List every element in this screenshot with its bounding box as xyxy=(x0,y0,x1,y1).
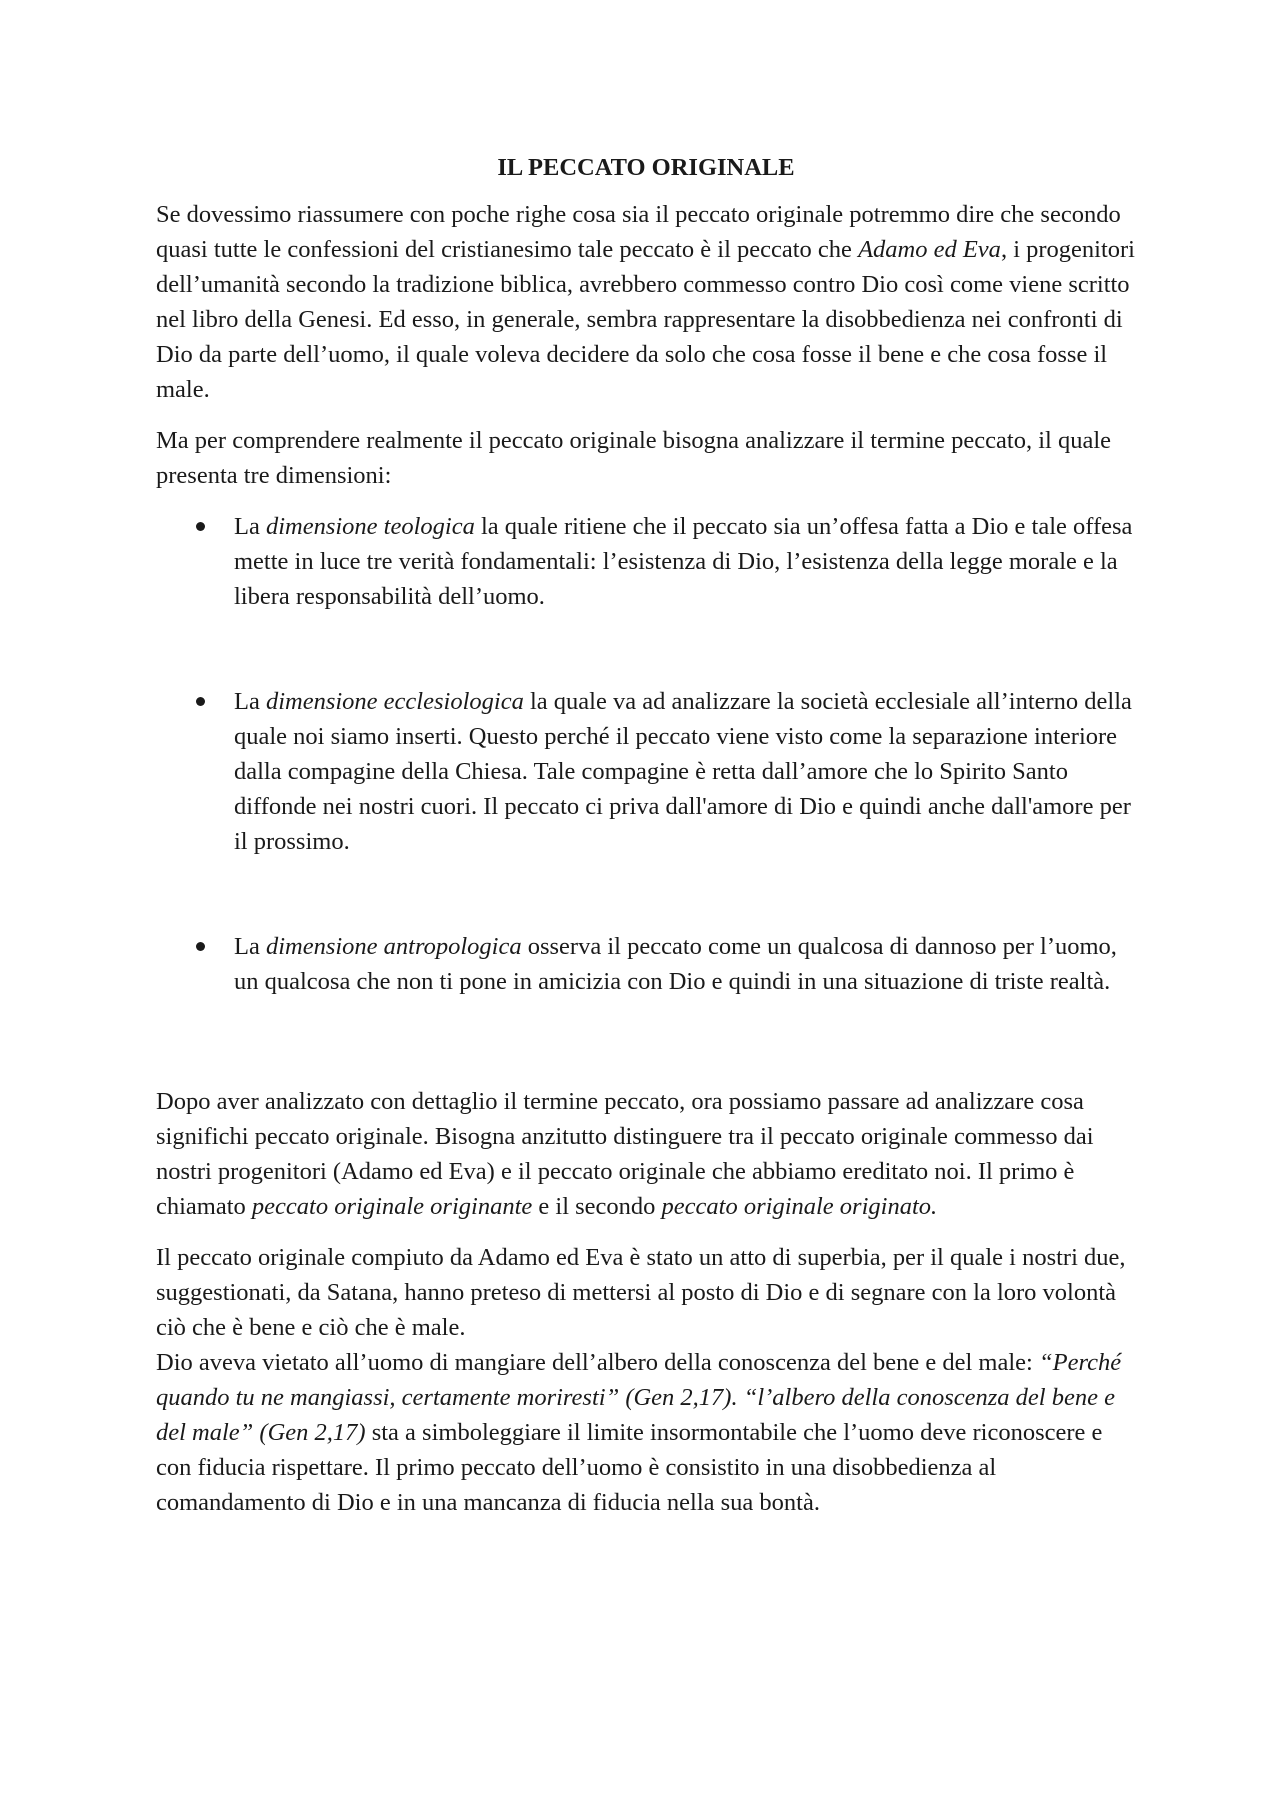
list-item-text-post: osserva il peccato come un qualcosa di dannoso per l’uomo, un qualcosa che non ti pone in amicizia con Dio e quindi in una situazione di triste realtà. xyxy=(234,933,1117,995)
paragraph-dimensions-intro: Ma per comprendere realmente il peccato originale bisogna analizzare il termine peccato, il quale presenta tre dimensioni: xyxy=(156,427,1112,489)
paragraph-genesis-text-2: sta a simboleggiare il limite insormontabile che l’uomo deve riconoscere e con fiducia rispettare. Il primo peccato dell’uomo è consistito in una disobbedienza al comandamento di Dio e in una mancanza di fiducia nella sua bontà. xyxy=(156,1419,1103,1516)
paragraph-genesis xyxy=(156,1345,1136,1520)
list-item-text-post: la quale ritiene che il peccato sia un’offesa fatta a Dio e tale offesa mette in luce tre verità fondamentali: l’esistenza di Dio, l’esistenza della legge morale e la libera responsabilità dell’uomo. xyxy=(234,513,1133,610)
list-item-text-pre: La xyxy=(234,933,266,960)
paragraph-intro-italic: Adamo ed Eva xyxy=(858,236,1001,263)
list-item-italic: dimensione ecclesiologica xyxy=(265,688,524,715)
list-item-ecclesiologica xyxy=(156,684,1136,859)
bullet-icon xyxy=(196,697,205,706)
list-item-italic: dimensione teologica xyxy=(265,513,475,540)
dimensions-list xyxy=(156,509,1136,999)
paragraph-original-sin-text-2: e il secondo xyxy=(532,1193,662,1220)
paragraph-original-sin xyxy=(156,1084,1136,1224)
list-item-teologica xyxy=(156,509,1136,614)
list-spacer xyxy=(156,859,1136,929)
document-page xyxy=(156,150,1136,1520)
paragraph-intro-text-2: , i progenitori dell’umanità secondo la tradizione biblica, avrebbero commesso contro Dio così come viene scritto nel libro della Genesi. Ed esso, in generale, sembra rappresentare la disobbedienza nei confronti di Dio da parte dell’uomo, il quale voleva decidere da solo che cosa fosse il bene e che cosa fosse il male. xyxy=(156,236,1135,403)
list-spacer xyxy=(156,614,1136,684)
paragraph-original-sin-italic-2: peccato originale originato. xyxy=(661,1193,938,1220)
document-title: IL PECCATO ORIGINALE xyxy=(497,154,795,181)
list-item-text-pre: La xyxy=(234,688,266,715)
paragraph-intro-text-1: Se dovessimo riassumere con poche righe cosa sia il peccato originale potremmo dire che secondo quasi tutte le confessioni del cristianesimo tale peccato è il peccato che xyxy=(156,201,1121,263)
paragraph-original-sin-text-1: Dopo aver analizzato con dettaglio il termine peccato, ora possiamo passare ad analizzare cosa significhi peccato originale. Bisogna anzitutto distinguere tra il peccato originale commesso dai nostri progenitori (Adamo ed Eva) e il peccato originale che abbiamo ereditato noi. Il primo è chiamato xyxy=(156,1088,1094,1220)
paragraph-genesis-quote: “Perché quando tu ne mangiassi, certamente moriresti” (Gen 2,17). “l’albero della conoscenza del bene e del male” (Gen 2,17) xyxy=(156,1349,1122,1446)
list-item-text-pre: La xyxy=(234,513,266,540)
list-item-italic: dimensione antropologica xyxy=(265,933,522,960)
list-item-text-post: la quale va ad analizzare la società ecclesiale all’interno della quale noi siamo inserti. Questo perché il peccato viene visto come la separazione interiore dalla compagine della Chiesa. Tale compagine è retta dall’amore che lo Spirito Santo diffonde nei nostri cuori. Il peccato ci priva dall'amore di Dio e quindi anche dall'amore per il prossimo. xyxy=(234,688,1132,855)
bullet-icon xyxy=(196,942,205,951)
bullet-icon xyxy=(196,522,205,531)
paragraph-original-sin-italic-1: peccato originale originante xyxy=(251,1193,533,1220)
paragraph-superbia: Il peccato originale compiuto da Adamo ed Eva è stato un atto di superbia, per il quale i nostri due, suggestionati, da Satana, hanno preteso di mettersi al posto di Dio e di segnare con la loro volontà ciò che è bene e ciò che è male. xyxy=(156,1244,1126,1341)
paragraph-genesis-text-1: Dio aveva vietato all’uomo di mangiare dell’albero della conoscenza del bene e del male: xyxy=(156,1349,1039,1376)
list-item-antropologica xyxy=(156,929,1136,999)
paragraph-intro xyxy=(156,197,1136,407)
list-end-spacer xyxy=(156,999,1136,1084)
